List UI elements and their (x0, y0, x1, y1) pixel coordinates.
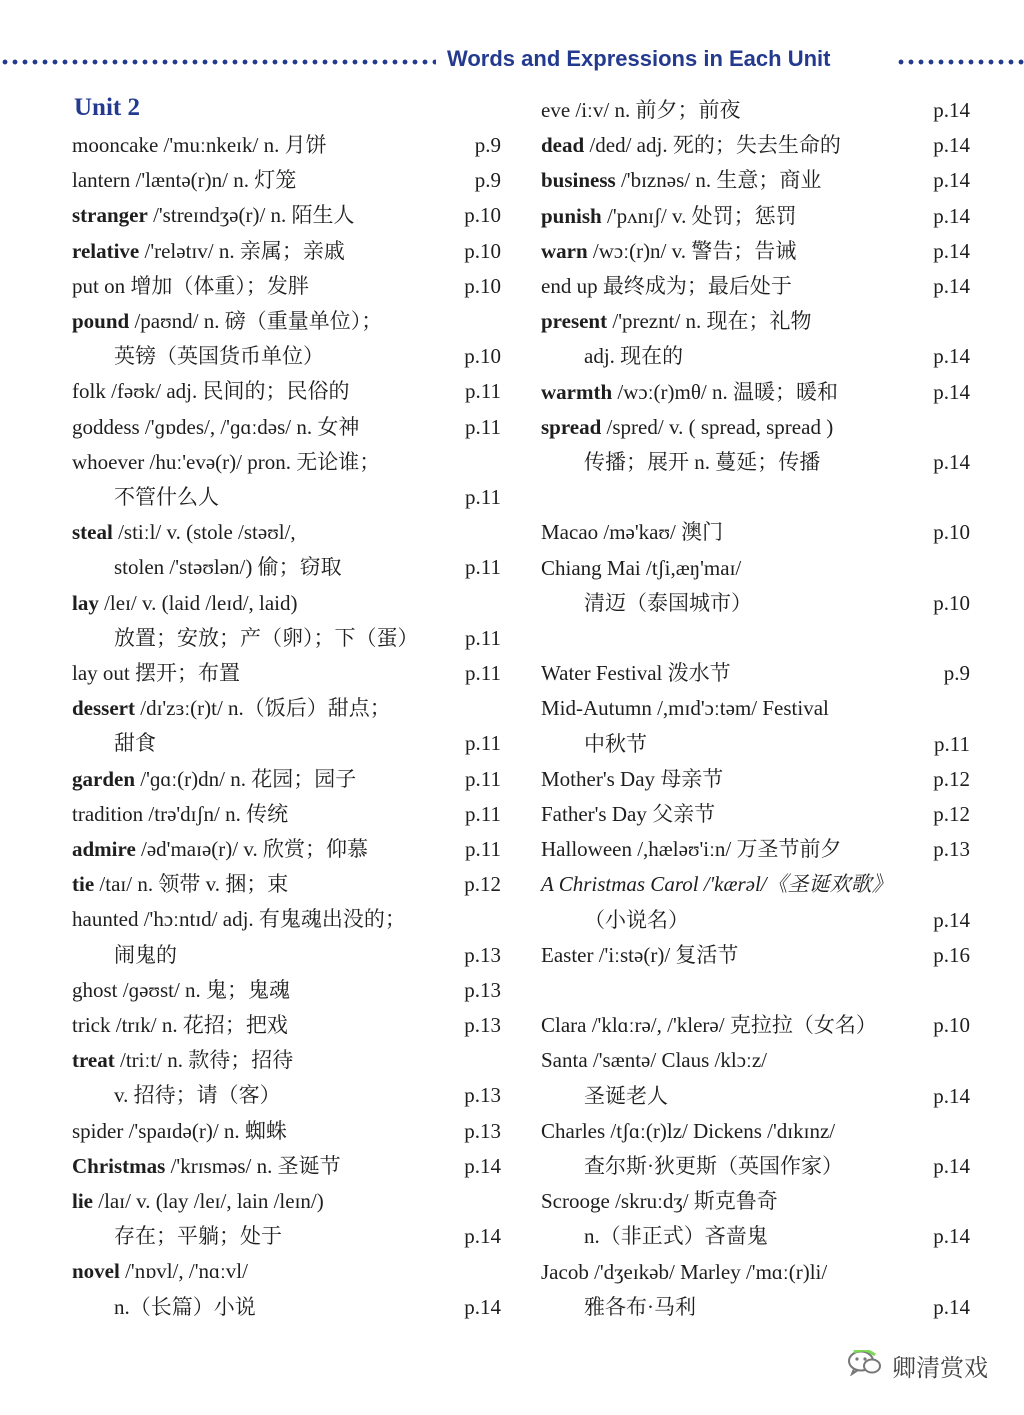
entry-definition: Jacob /'dʒeɪkəb/ Marley /'mɑː(r)li/ (541, 1259, 828, 1284)
entry-definition: v. 招待；请（客） (114, 1083, 281, 1108)
entry-definition: Santa /'sæntə/ Claus /klɔːz/ (541, 1048, 768, 1073)
entry-definition: tradition /trə'dɪʃn/ n. 传统 (72, 801, 289, 826)
page-ref: p.10 (464, 344, 501, 369)
entry-definition: A Christmas Carol /'kærəl/《圣诞欢歌》 (541, 872, 893, 897)
entry-text (72, 656, 240, 691)
page-ref: p.11 (465, 485, 501, 509)
entry-text (72, 1149, 341, 1184)
entry-text (541, 234, 796, 269)
entry-text (114, 550, 342, 585)
entry-text (72, 445, 380, 480)
unit-title: Unit 2 (74, 94, 140, 121)
entry-definition: Halloween /,hæləʊ'iːn/ 万圣节前夕 (541, 837, 842, 862)
entry-text (541, 410, 833, 445)
page-ref: p.11 (465, 379, 501, 404)
entry-definition: adj. 现在的 (584, 344, 684, 369)
entry-definition: 不管什么人 (114, 485, 219, 509)
headword: novel (72, 1259, 120, 1284)
headword: pound (72, 309, 130, 333)
headword: relative (72, 238, 140, 263)
entry-text (114, 1290, 256, 1325)
entry-definition: 雅各布·马利 (584, 1294, 696, 1319)
headword: punish (541, 203, 602, 228)
page-ref: p.14 (933, 133, 970, 158)
entry-text (72, 163, 296, 198)
entry-text (541, 1255, 827, 1290)
page-ref: p.12 (933, 802, 970, 826)
page-ref: p.10 (933, 520, 970, 545)
entry-text (72, 515, 296, 550)
entry-definition: /əd'maɪə(r)/ v. 欣赏；仰慕 (135, 837, 368, 861)
header-dots-right (896, 59, 1024, 65)
entry-definition: 英镑（英国货币单位） (114, 344, 324, 369)
entry-definition: 圣诞老人 (584, 1083, 668, 1108)
entry-text (541, 375, 838, 410)
entry-text (584, 1219, 768, 1254)
entry-text (72, 374, 350, 409)
page-ref: p.10 (933, 1013, 970, 1038)
entry-text (72, 304, 382, 339)
page-ref: p.14 (933, 274, 970, 298)
entry-text (541, 269, 792, 304)
page-ref: p.14 (933, 1294, 970, 1319)
entry-definition: whoever /huː'evə(r)/ pron. 无论谁； (72, 449, 381, 474)
headword: steal (72, 520, 113, 545)
entry-definition: /ded/ adj. 死的；失去生命的 (584, 133, 841, 158)
entry-text (114, 339, 324, 374)
page-ref: p.11 (465, 661, 501, 685)
page-ref: p.13 (464, 1013, 501, 1037)
entry-text (72, 691, 391, 726)
entry-definition: /dɪ'zɜː(r)t/ n.（饭后）甜点； (134, 696, 391, 721)
entry-text (114, 1078, 281, 1113)
entry-text (72, 410, 359, 445)
entry-definition: end up 最终成为；最后处于 (541, 274, 792, 298)
entry-text (541, 163, 821, 198)
entry-definition: stolen /'stəʊlən/) 偷；窃取 (114, 555, 342, 580)
entry-definition: Clara /'klɑːrə/, /'klerə/ 克拉拉（女名） (541, 1013, 877, 1038)
entry-text (72, 1043, 293, 1078)
page-ref: p.12 (464, 872, 501, 897)
entry-definition: /wɔː(r)mθ/ n. 温暖；暖和 (612, 379, 839, 404)
entry-text (541, 1184, 778, 1219)
entry-definition: /wɔː(r)n/ v. 警告；告诫 (587, 238, 797, 263)
page-ref: p.11 (465, 766, 501, 791)
entry-text (541, 1008, 877, 1043)
entry-text (541, 832, 842, 867)
entry-definition: Macao /mə'kaʊ/ 澳门 (541, 520, 724, 545)
headword: warn (541, 238, 588, 263)
entry-text (541, 551, 741, 586)
entry-text (114, 621, 419, 656)
entry-definition: put on 增加（体重）；发胖 (72, 273, 309, 298)
entry-definition: folk /fəʊk/ adj. 民间的；民俗的 (72, 379, 350, 404)
page-ref: p.14 (933, 1224, 970, 1249)
header-dots-left (0, 59, 436, 65)
page-ref: p.14 (464, 1224, 501, 1249)
page-ref: p.11 (465, 801, 501, 826)
headword: dessert (72, 696, 135, 721)
entry-definition: n.（长篇）小说 (114, 1294, 256, 1319)
page-ref: p.14 (933, 450, 970, 474)
entry-definition: eve /iːv/ n. 前夕；前夜 (541, 98, 741, 122)
page-ref: p.14 (933, 907, 970, 932)
entry-text (584, 339, 683, 374)
entry-text (114, 1219, 282, 1254)
page-ref: p.14 (464, 1153, 501, 1178)
entry-definition: n.（非正式）吝啬鬼 (584, 1224, 768, 1249)
entry-text (541, 1043, 767, 1078)
entry-definition: trick /trɪk/ n. 花招；把戏 (72, 1013, 288, 1037)
entry-definition: spider /'spaɪdə(r)/ n. 蜘蛛 (72, 1118, 287, 1143)
entry-text (72, 973, 290, 1008)
headword: lay (72, 590, 99, 615)
page-ref: p.12 (933, 766, 970, 791)
entry-definition: 清迈（泰国城市） (584, 590, 752, 615)
page-ref: p.11 (465, 731, 501, 756)
headword: admire (72, 837, 136, 861)
page-ref: p.14 (933, 1083, 970, 1108)
entry-text (541, 762, 723, 797)
entry-text (584, 1149, 843, 1184)
entry-definition: haunted /'hɔːntɪd/ adj. 有鬼魂出没的； (72, 907, 406, 932)
page-ref: p.11 (465, 414, 501, 439)
entry-text (114, 726, 156, 761)
entry-text (541, 1114, 835, 1149)
entry-definition: /laɪ/ v. (lay /leɪ/, lain /leɪn/) (93, 1189, 324, 1213)
entry-definition: Charles /tʃɑː(r)lz/ Dickens /'dɪkɪnz/ (541, 1118, 836, 1143)
entry-definition: 查尔斯·狄更斯（英国作家） (584, 1154, 843, 1178)
entry-definition: /'krɪsməs/ n. 圣诞节 (165, 1153, 341, 1178)
entry-text (541, 797, 715, 832)
entry-text (72, 586, 298, 621)
entry-definition: /triːt/ n. 款待；招待 (114, 1048, 294, 1073)
header-title: Words and Expressions in Each Unit (447, 46, 831, 71)
entry-definition: /'preznt/ n. 现在；礼物 (607, 309, 812, 334)
entry-text (72, 1254, 248, 1289)
entry-definition: lay out 摆开；布置 (72, 661, 240, 685)
entry-definition: （小说名） (584, 907, 689, 932)
page-ref: p.13 (464, 977, 501, 1002)
page-ref: p.14 (933, 344, 970, 369)
entry-definition: 传播；展开 n. 蔓延；传播 (584, 450, 821, 474)
entry-text (584, 1079, 668, 1114)
entry-definition: /leɪ/ v. (laid /leɪd/, laid) (98, 590, 298, 615)
entry-text (72, 867, 288, 902)
entry-text (541, 93, 740, 128)
entry-text (541, 691, 829, 726)
entry-text (541, 867, 893, 902)
headword: spread (541, 414, 602, 439)
entry-definition: mooncake /'muːnkeɪk/ n. 月饼 (72, 133, 327, 157)
headword: warmth (541, 379, 613, 404)
entry-definition: /'bɪznəs/ n. 生意；商业 (615, 168, 822, 193)
page-ref: p.14 (933, 1154, 970, 1178)
entry-definition: /'pʌnɪʃ/ v. 处罚；惩罚 (601, 203, 797, 228)
entry-text (114, 938, 177, 973)
page-ref: p.16 (933, 942, 970, 967)
entry-definition: /paʊnd/ n. 磅（重量单位）； (129, 309, 383, 333)
page-ref: p.9 (474, 168, 501, 193)
headword: treat (72, 1048, 115, 1073)
page-ref: p.14 (933, 379, 970, 404)
page-ref: p.9 (474, 133, 501, 157)
entry-definition: /taɪ/ n. 领带 v. 捆；束 (94, 872, 289, 897)
entry-definition: 闹鬼的 (114, 942, 177, 967)
entry-definition: Father's Day 父亲节 (541, 802, 716, 826)
wechat-logo-icon (848, 1350, 882, 1376)
entry-text (584, 903, 689, 938)
headword: tie (72, 872, 95, 897)
entry-definition: goddess /'ɡɒdes/, /'ɡɑːdəs/ n. 女神 (72, 414, 360, 439)
page-ref: p.11 (465, 837, 501, 861)
page-ref: p.10 (464, 238, 501, 263)
headword: business (541, 168, 616, 193)
headword: stranger (72, 203, 148, 228)
entry-definition: ghost /ɡəʊst/ n. 鬼；鬼魂 (72, 977, 291, 1002)
entry-text (541, 938, 738, 973)
entry-text (72, 1184, 324, 1219)
entry-text (72, 762, 356, 797)
page-ref: p.14 (933, 98, 970, 122)
headword: Christmas (72, 1153, 166, 1178)
entry-text (114, 480, 219, 515)
page-ref: p.10 (464, 273, 501, 298)
headword: lie (72, 1189, 93, 1213)
headword: present (541, 309, 608, 334)
entry-text (541, 304, 812, 339)
entry-text (584, 586, 752, 621)
page-ref: p.10 (464, 203, 501, 228)
entry-definition: Mother's Day 母亲节 (541, 766, 724, 791)
entry-text (72, 832, 368, 867)
page-ref: p.11 (465, 625, 501, 650)
entry-text (584, 727, 647, 762)
entry-definition: /'ɡɑː(r)dn/ n. 花园；园子 (135, 766, 357, 791)
entry-text (72, 1114, 287, 1149)
entry-text (541, 128, 841, 163)
page-ref: p.13 (464, 942, 501, 967)
entry-text (541, 656, 731, 691)
entry-definition: 甜食 (114, 731, 156, 756)
page-ref: p.13 (464, 1118, 501, 1143)
entry-definition: Water Festival 泼水节 (541, 661, 731, 686)
entry-text (541, 199, 797, 234)
entry-definition: 存在；平躺；处于 (114, 1224, 282, 1249)
page-ref: p.14 (933, 238, 970, 263)
entry-definition: 放置；安放；产（卵）；下（蛋） (114, 625, 419, 650)
entry-definition: Easter /'iːstə(r)/ 复活节 (541, 942, 739, 967)
entry-text (72, 128, 327, 163)
page-ref: p.11 (934, 731, 970, 756)
entry-text (72, 269, 309, 304)
page-ref: p.11 (465, 555, 501, 580)
headword: dead (541, 133, 585, 158)
entry-text (584, 1290, 696, 1325)
entry-definition: /'relətɪv/ n. 亲属；亲戚 (139, 238, 345, 263)
page-ref: p.14 (464, 1294, 501, 1319)
page-ref: p.9 (943, 661, 970, 686)
watermark-text: 卿清赏戏 (892, 1354, 988, 1382)
page-header (0, 40, 1024, 84)
entry-definition: /'streɪndʒə(r)/ n. 陌生人 (147, 203, 355, 228)
entry-text (72, 902, 406, 937)
entry-definition: /spred/ v. ( spread, spread ) (601, 414, 834, 439)
entry-definition: Scrooge /skruːdʒ/ 斯克鲁奇 (541, 1189, 778, 1214)
entry-text (584, 445, 820, 480)
entry-text (72, 797, 288, 832)
entry-definition: lantern /'læntə(r)n/ n. 灯笼 (72, 168, 297, 193)
entry-text (72, 1008, 288, 1043)
page-ref: p.14 (933, 168, 970, 193)
page-ref: p.13 (933, 837, 970, 862)
page-ref: p.14 (933, 203, 970, 228)
entry-text (541, 515, 723, 550)
page-ref: p.13 (464, 1083, 501, 1108)
entry-definition: Mid-Autumn /,mɪd'ɔːtəm/ Festival (541, 696, 829, 721)
entry-definition: 中秋节 (584, 731, 647, 756)
entry-text (72, 198, 355, 233)
entry-definition: Chiang Mai /tʃi,æŋ'maɪ/ (541, 555, 742, 580)
entry-definition: /'nɒvl/, /'nɑːvl/ (119, 1259, 248, 1284)
page-ref: p.10 (933, 590, 970, 615)
entry-text (72, 234, 345, 269)
headword: garden (72, 766, 135, 791)
entry-definition: /stiːl/ v. (stole /stəʊl/, (112, 520, 296, 545)
